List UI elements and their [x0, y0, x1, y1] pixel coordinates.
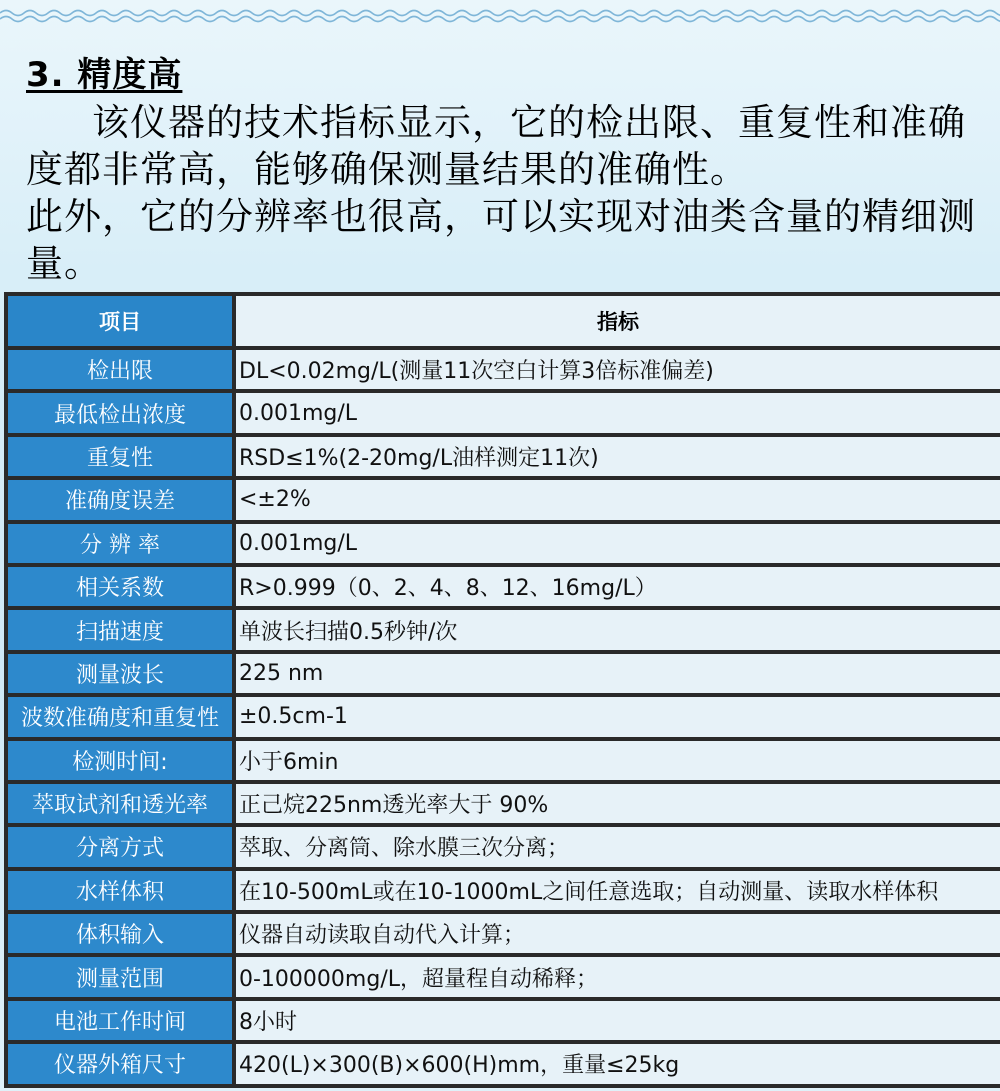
table-header-row: [6, 294, 1000, 348]
table-row: [6, 695, 1000, 738]
row-label: 分 辨 率: [6, 522, 234, 565]
table-row: [6, 522, 1000, 565]
table-row: [6, 955, 1000, 998]
row-label: 萃取试剂和透光率: [6, 782, 234, 825]
table-row: [6, 739, 1000, 782]
row-value: 正己烷225nm透光率大于 90%: [234, 782, 1000, 825]
table-row: [6, 608, 1000, 651]
row-value: <±2%: [234, 478, 1000, 521]
row-value: 单波长扫描0.5秒钟/次: [234, 608, 1000, 651]
row-label: 扫描速度: [6, 608, 234, 651]
row-label: 检出限: [6, 348, 234, 391]
row-value: R>0.999（0、2、4、8、12、16mg/L）: [234, 565, 1000, 608]
row-value: 0-100000mg/L，超量程自动稀释；: [234, 955, 1000, 998]
spec-table-body: [6, 348, 1000, 1086]
table-row: [6, 912, 1000, 955]
table-row: [6, 478, 1000, 521]
table-row: [6, 1042, 1000, 1085]
intro-text-block: [26, 50, 986, 287]
row-value: 萃取、分离筒、除水膜三次分离；: [234, 825, 1000, 868]
table-row: [6, 782, 1000, 825]
row-label: 电池工作时间: [6, 999, 234, 1042]
row-label: 仪器外箱尺寸: [6, 1042, 234, 1085]
row-label: 重复性: [6, 435, 234, 478]
row-value: RSD≤1%(2-20mg/L油样测定11次): [234, 435, 1000, 478]
table-row: [6, 825, 1000, 868]
row-label: 体积输入: [6, 912, 234, 955]
table-row: [6, 435, 1000, 478]
table-row: [6, 348, 1000, 391]
row-value: ±0.5cm-1: [234, 695, 1000, 738]
paragraph-accuracy: 该仪器的技术指标显示，它的检出限、重复性和准确度都非常高，能够确保测量结果的准确性。: [26, 101, 966, 191]
table-row: [6, 652, 1000, 695]
row-value: DL<0.02mg/L(测量11次空白计算3倍标准偏差): [234, 348, 1000, 391]
row-value: 0.001mg/L: [234, 522, 1000, 565]
row-value: 仪器自动读取自动代入计算；: [234, 912, 1000, 955]
row-value: 225 nm: [234, 652, 1000, 695]
row-value: 在10-500mL或在10-1000mL之间任意选取；自动测量、读取水样体积: [234, 869, 1000, 912]
table-row: [6, 565, 1000, 608]
row-label: 测量波长: [6, 652, 234, 695]
row-label: 波数准确度和重复性: [6, 695, 234, 738]
row-value: 0.001mg/L: [234, 391, 1000, 434]
row-label: 分离方式: [6, 825, 234, 868]
decorative-wave-border: [0, 4, 1000, 26]
section-heading: 3. 精度高: [26, 55, 183, 95]
row-label: 相关系数: [6, 565, 234, 608]
row-label: 最低检出浓度: [6, 391, 234, 434]
header-item: 项目: [6, 294, 234, 348]
row-label: 准确度误差: [6, 478, 234, 521]
header-spec: 指标: [234, 294, 1000, 348]
table-row: [6, 869, 1000, 912]
spec-table: [4, 292, 1000, 1088]
row-value: 420(L)×300(B)×600(H)mm，重量≤25kg: [234, 1042, 1000, 1085]
row-label: 水样体积: [6, 869, 234, 912]
wave-pattern: [0, 4, 1000, 26]
row-value: 8小时: [234, 999, 1000, 1042]
table-row: [6, 999, 1000, 1042]
row-label: 测量范围: [6, 955, 234, 998]
table-row: [6, 391, 1000, 434]
row-value: 小于6min: [234, 739, 1000, 782]
paragraph-resolution: 此外，它的分辨率也很高，可以实现对油类含量的精细测量。: [26, 195, 976, 285]
row-label: 检测时间:: [6, 739, 234, 782]
